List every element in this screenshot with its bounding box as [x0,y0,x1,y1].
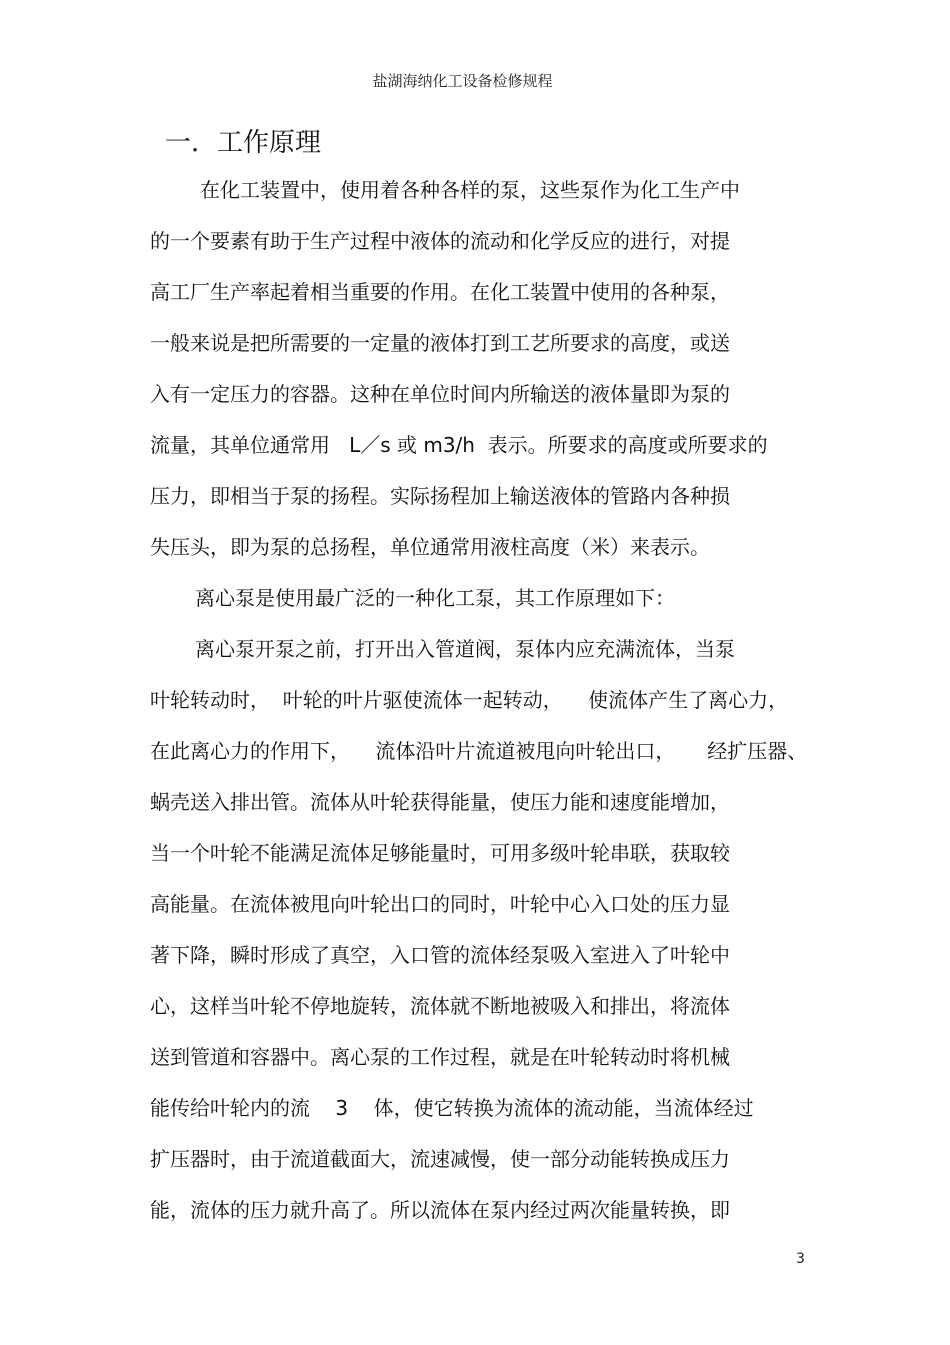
text-line: 入有一定压力的容器。这种在单位时间内所输送的液体量即为泵的 [150,382,730,406]
text-line: 送到管道和容器中。离心泵的工作过程，就是在叶轮转动时将机械 [150,1045,730,1069]
text-line: 流量，其单位通常用 L／s 或 m3/h 表示。所要求的高度或所要求的 [150,433,768,457]
text-line: 能，流体的压力就升高了。所以流体在泵内经过两次能量转换，即 [150,1198,730,1222]
text-line: 蜗壳送入排出管。流体从叶轮获得能量，使压力能和速度能增加， [150,790,730,814]
text-line: 当一个叶轮不能满足流体足够能量时，可用多级叶轮串联，获取较 [150,841,730,865]
text-line: 离心泵开泵之前，打开出入管道阀，泵体内应充满流体，当泵 [195,637,735,661]
text-line: 高能量。在流体被甩向叶轮出口的同时，叶轮中心入口处的压力显 [150,892,730,916]
text-line: 扩压器时，由于流道截面大，流速减慢，使一部分动能转换成压力 [150,1147,730,1171]
text-line: 著下降，瞬时形成了真空，入口管的流体经泵吸入室进入了叶轮中 [150,943,730,967]
text-line: 一般来说是把所需要的一定量的液体打到工艺所要求的高度，或送 [150,331,730,355]
section-heading: 一．工作原理 [165,128,322,158]
text-line: 离心泵是使用最广泛的一种化工泵，其工作原理如下： [195,586,675,610]
text-line: 叶轮转动时， 叶轮的叶片驱使流体一起转动， 使流体产生了离心力， [150,688,789,712]
text-line: 心，这样当叶轮不停地旋转，流体就不断地被吸入和排出，将流体 [150,994,730,1018]
text-line: 在此离心力的作用下， 流体沿叶片流道被甩向叶轮出口， 经扩压器、 [150,739,808,763]
text-line: 在化工装置中，使用着各种各样的泵，这些泵作为化工生产中 [200,178,740,202]
text-line: 能传给叶轮内的流 3 体，使它转换为流体的流动能，当流体经过 [150,1096,754,1120]
text-line: 失压头，即为泵的总扬程，单位通常用液柱高度（米）来表示。 [150,535,710,559]
text-line: 的一个要素有助于生产过程中液体的流动和化学反应的进行，对提 [150,229,730,253]
page-number: 3 [796,1251,805,1267]
text-line: 高工厂生产率起着相当重要的作用。在化工装置中使用的各种泵， [150,280,730,304]
page-header: 盐湖海纳化工设备检修规程 [372,72,553,90]
text-line: 压力，即相当于泵的扬程。实际扬程加上输送液体的管路内各种损 [150,484,730,508]
